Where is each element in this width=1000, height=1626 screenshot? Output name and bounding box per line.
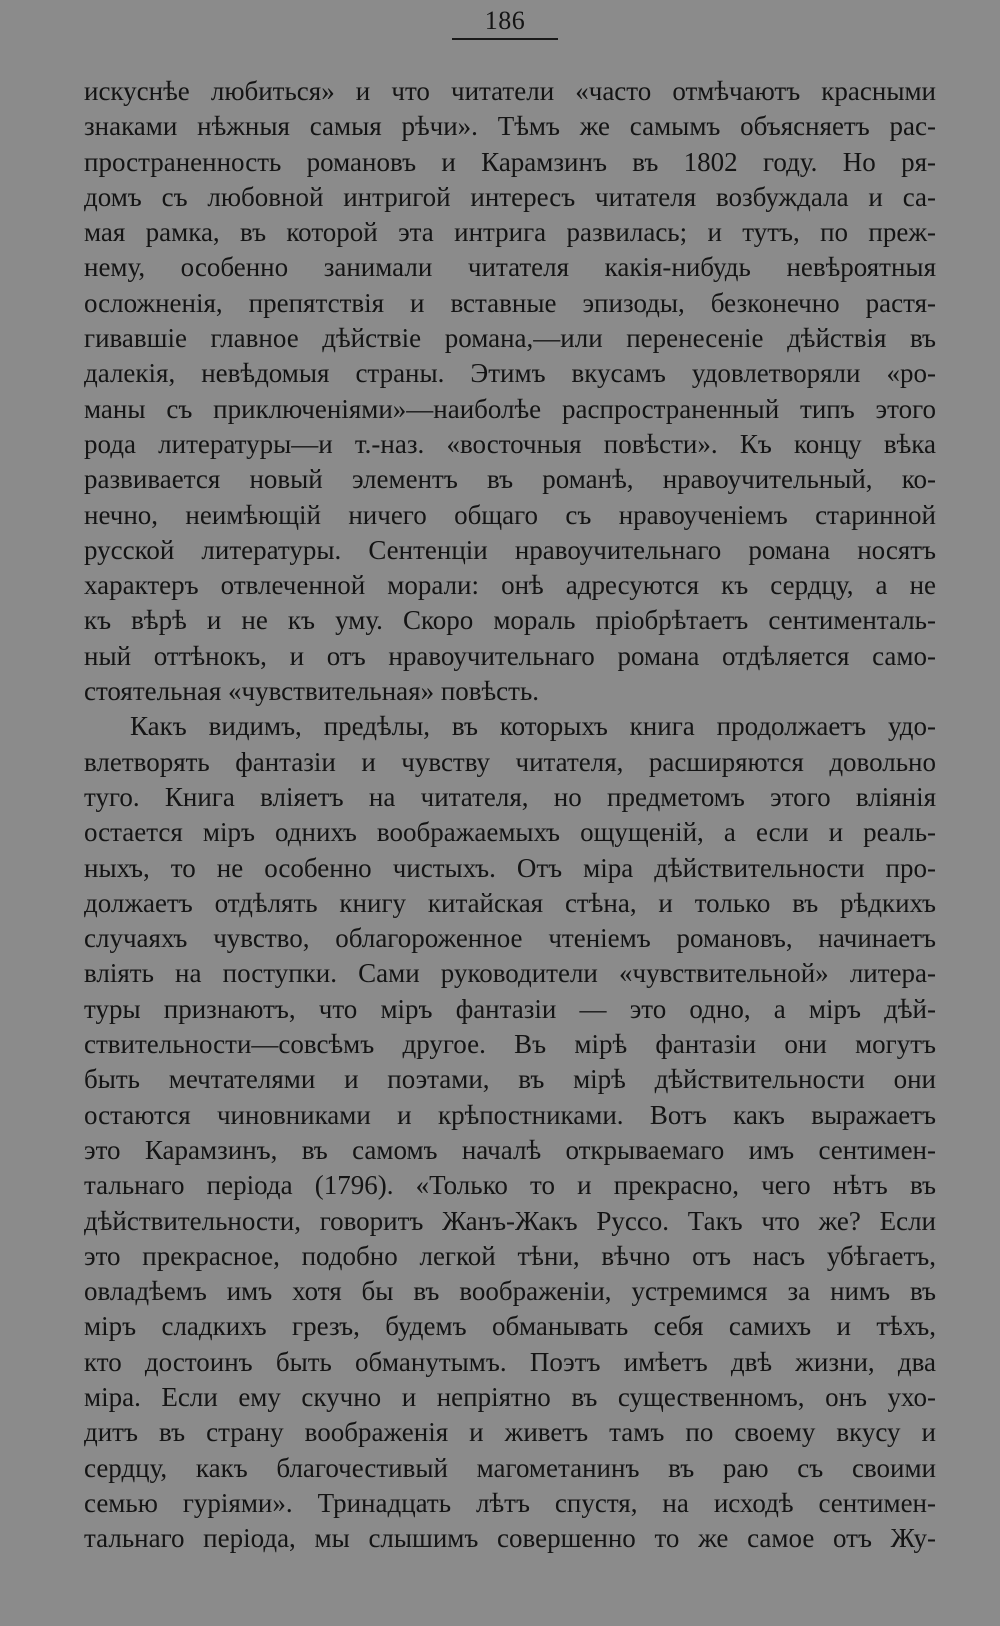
text-line: осложненія, препятствія и вставные эпизоды, безконечно растя- — [84, 287, 936, 318]
text-line: рода литературы—и т.-наз. «восточныя повѣсти». Къ концу вѣка — [84, 428, 936, 459]
text-line: пространенность романовъ и Карамзинъ въ 1802 году. Но ря- — [84, 146, 936, 177]
text-line: тальнаго періода (1796). «Только то и прекрасно, чего нѣтъ въ — [84, 1170, 936, 1201]
text-line: это Карамзинъ, въ самомъ началѣ открываемаго имъ сентимен- — [84, 1134, 936, 1165]
text-line: тальнаго періода, мы слышимъ совершенно то же самое отъ Жу- — [84, 1523, 936, 1554]
text-line: русской литературы. Сентенціи нравоучительнаго романа носятъ — [84, 534, 936, 565]
text-line: остается міръ однихъ воображаемыхъ ощущеній, а если и реаль- — [84, 817, 936, 848]
text-line: влетворять фантазіи и чувству читателя, расширяются довольно — [84, 746, 936, 777]
text-line: домъ съ любовной интригой интересъ читателя возбуждала и са- — [84, 181, 936, 212]
text-line: ныхъ, то не особенно чистыхъ. Отъ міра дѣйствительности про- — [84, 852, 936, 883]
paragraph-1 — [84, 74, 936, 709]
text-line: развивается новый элементъ въ романѣ, нравоучительный, ко- — [84, 464, 936, 495]
text-line: маны съ приключеніями»—наиболѣе распространенный типъ этого — [84, 393, 936, 424]
body-text — [84, 74, 936, 1556]
text-line: ствительности—совсѣмъ другое. Въ мірѣ фантазіи они могутъ — [84, 1029, 936, 1060]
text-line: знаками нѣжныя самыя рѣчи». Тѣмъ же самымъ объясняетъ рас- — [84, 111, 936, 142]
text-line: семью гуріями». Тринадцать лѣтъ спустя, на исходѣ сентимен- — [84, 1487, 936, 1518]
text-line: туго. Книга вліяетъ на читателя, но предметомъ этого вліянія — [84, 781, 936, 812]
text-line: вліять на поступки. Сами руководители «чувствительной» литера- — [84, 958, 936, 989]
text-line: ный оттѣнокъ, и отъ нравоучительнаго романа отдѣляется само- — [84, 640, 936, 671]
text-line: нечно, неимѣющій ничего общаго съ нравоученіемъ старинной — [84, 499, 936, 530]
text-line: Какъ видимъ, предѣлы, въ которыхъ книга продолжаетъ удо- — [130, 711, 936, 742]
text-line: быть мечтателями и поэтами, въ мірѣ дѣйствительности они — [84, 1064, 936, 1095]
text-line: далекія, невѣдомыя страны. Этимъ вкусамъ удовлетворяли «ро- — [84, 358, 936, 389]
text-line: міра. Если ему скучно и непріятно въ существенномъ, онъ ухо- — [84, 1381, 936, 1412]
text-line: кто достоинъ быть обманутымъ. Поэтъ имѣетъ двѣ жизни, два — [84, 1346, 936, 1377]
text-line: случаяхъ чувство, облагороженное чтеніемъ романовъ, начинаетъ — [84, 923, 936, 954]
text-line: гивавшіе главное дѣйствіе романа,—или перенесеніе дѣйствія въ — [84, 323, 936, 354]
text-line: должаетъ отдѣлять книгу китайская стѣна, и только въ рѣдкихъ — [84, 887, 936, 918]
text-line: нему, особенно занимали читателя какія-нибудь невѣроятныя — [84, 252, 936, 283]
text-line: искуснѣе любиться» и что читатели «часто отмѣчаютъ красными — [84, 76, 936, 106]
paragraph-2 — [84, 709, 936, 1556]
page-number-rule — [452, 38, 558, 40]
text-line: это прекрасное, подобно легкой тѣни, вѣчно отъ насъ убѣгаетъ, — [84, 1240, 936, 1271]
text-line: характеръ отвлеченной морали: онѣ адресуются къ сердцу, а не — [84, 570, 936, 601]
text-line: мая рамка, въ которой эта интрига развилась; и тутъ, по преж- — [84, 217, 936, 248]
text-line: дитъ въ страну воображенія и живетъ тамъ по своему вкусу и — [84, 1417, 936, 1448]
text-line: туры признаютъ, что міръ фантазіи — это одно, а міръ дѣй- — [84, 993, 936, 1024]
text-line: остаются чиновниками и крѣпостниками. Вотъ какъ выражаетъ — [84, 1099, 936, 1130]
text-line: стоятельная «чувствительная» повѣсть. — [84, 676, 540, 707]
text-line: міръ сладкихъ грезъ, будемъ обманывать себя самихъ и тѣхъ, — [84, 1311, 936, 1342]
text-line: овладѣемъ имъ хотя бы въ воображеніи, устремимся за нимъ въ — [84, 1276, 936, 1307]
text-line: сердцу, какъ благочестивый магометанинъ въ раю съ своими — [84, 1452, 936, 1483]
text-line: къ вѣрѣ и не къ уму. Скоро мораль пріобрѣтаетъ сентименталь- — [84, 605, 936, 636]
page-number: 186 — [484, 6, 526, 35]
text-line: дѣйствительности, говоритъ Жанъ-Жакъ Руссо. Такъ что же? Если — [84, 1205, 936, 1236]
